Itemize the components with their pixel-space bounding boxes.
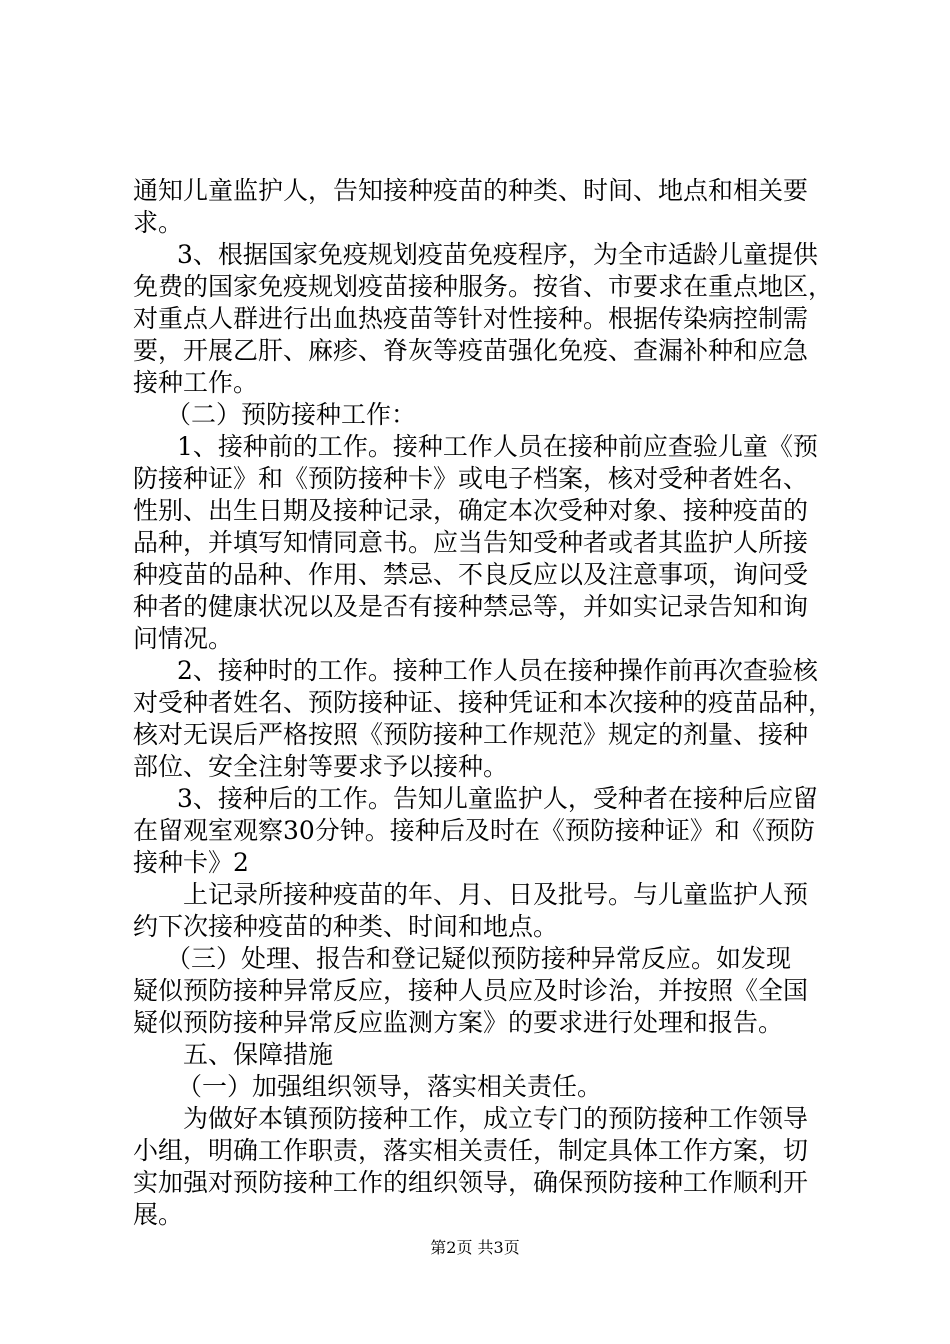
text-line: 对受种者姓名、预防接种证、接种凭证和本次接种的疫苗品种， [133,688,834,717]
text-line: 小组，明确工作职责，落实相关责任，制定具体工作方案，切 [133,1136,809,1165]
text-line: 种疫苗的品种、作用、禁忌、不良反应以及注意事项，询问受 [133,560,809,589]
text-line: 求。 [133,208,184,237]
text-line: 对重点人群进行出血热疫苗等针对性接种。根据传染病控制需 [133,304,809,333]
section-heading: （二）预防接种工作： [166,400,417,429]
section-heading: 五、保障措施 [183,1040,334,1069]
text-line: 疑似预防接种异常反应监测方案》的要求进行处理和报告。 [133,1008,784,1037]
text-line: 实加强对预防接种工作的组织领导，确保预防接种工作顺利开 [133,1168,809,1197]
text-line: 2、接种时的工作。接种工作人员在接种操作前再次查验核 [177,656,818,685]
text-line: 3、根据国家免疫规划疫苗免疫程序，为全市适龄儿童提供 [177,240,818,269]
text-line: 问情况。 [133,624,234,653]
text-line: 接种工作。 [133,368,259,397]
text-line: 通知儿童监护人，告知接种疫苗的种类、时间、地点和相关要 [133,176,809,205]
text-line: 部位、安全注射等要求予以接种。 [133,752,509,781]
text-line: 要，开展乙肝、麻疹、脊灰等疫苗强化免疫、查漏补种和应急 [133,336,809,365]
text-line: 防接种证》和《预防接种卡》或电子档案，核对受种者姓名、 [133,464,809,493]
text-line: （三）处理、报告和登记疑似预防接种异常反应。如发现 [166,944,792,973]
text-line: 3、接种后的工作。告知儿童监护人，受种者在接种后应留 [177,784,818,813]
text-line: 品种，并填写知情同意书。应当告知受种者或者其监护人所接 [133,528,809,557]
text-line: 疑似预防接种异常反应，接种人员应及时诊治，并按照《全国 [133,976,809,1005]
text-line: 为做好本镇预防接种工作，成立专门的预防接种工作领导 [183,1104,809,1133]
text-line: 免费的国家免疫规划疫苗接种服务。按省、市要求在重点地区， [133,272,834,301]
text-line: 1、接种前的工作。接种工作人员在接种前应查验儿童《预 [177,432,818,461]
text-line: 上记录所接种疫苗的年、月、日及批号。与儿童监护人预 [183,880,809,909]
text-line: 约下次接种疫苗的种类、时间和地点。 [133,912,559,941]
text-line: 展。 [133,1200,184,1229]
page-number-footer: 第2页 共3页 [430,1238,520,1257]
text-line: 接种卡》2 [133,848,249,877]
text-line: 种者的健康状况以及是否有接种禁忌等，并如实记录告知和询 [133,592,809,621]
text-line: 核对无误后严格按照《预防接种工作规范》规定的剂量、接种 [133,720,809,749]
text-line: 在留观室观察30分钟。接种后及时在《预防接种证》和《预防 [133,816,815,845]
text-line: 性别、出生日期及接种记录，确定本次受种对象、接种疫苗的 [133,496,809,525]
section-heading: （一）加强组织领导，落实相关责任。 [177,1072,603,1101]
